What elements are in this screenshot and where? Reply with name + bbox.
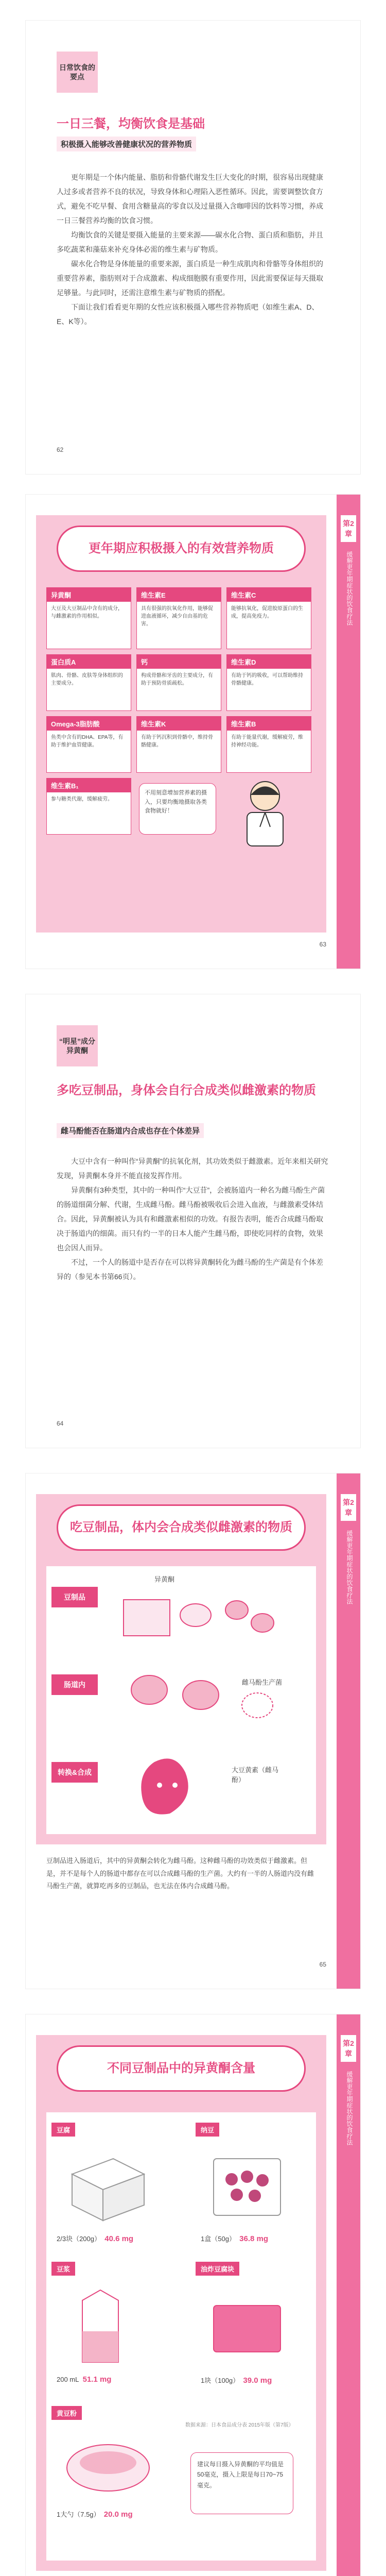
data-source: 数据来源：日本食品成分表 2015年版（第7版） xyxy=(185,2422,294,2428)
nutrient-card xyxy=(46,716,131,773)
nutrient-desc: 有助于钙沉积到骨骼中，维持骨骼健康。 xyxy=(141,735,213,748)
page-number: 64 xyxy=(57,1420,64,1427)
chapter-tab: 第2章 xyxy=(341,515,356,542)
nutrient-name: 维生素B₁ xyxy=(47,778,131,792)
nutrient-name: 维生素D xyxy=(227,655,311,669)
nutrient-card xyxy=(226,716,311,773)
nutrient-card xyxy=(136,716,221,773)
page-number: 65 xyxy=(319,1961,326,1968)
serving-size: 200 mL xyxy=(57,2376,79,2383)
serving-size: 1大勺（7.5g） xyxy=(57,2511,100,2518)
advice-bubble: 不用刻意增加营养素的摄入，只要均衡地摄取各类食物就好！ xyxy=(139,783,216,835)
paragraph: 均衡饮食的关键是要摄入能量的主要来源——碳水化合物、蛋白质和脂肪，并且多吃蔬菜和藻菇来补充身体必需的维生素与矿物质。 xyxy=(57,231,323,253)
nutrient-card xyxy=(226,654,311,711)
nutrient-desc: 鱼类中含有的DHA、EPA等，有助于维护血管健康。 xyxy=(51,735,124,748)
nutrient-name: 维生素B xyxy=(227,717,311,731)
nutrient-desc: 大豆及大豆制品中含有的成分，与雌激素的作用相似。 xyxy=(51,606,123,619)
paragraph: 更年期是一个体内能量、脂肪和骨骼代谢发生巨大变化的时期，很容易出现健康人过多或者营养不良的状况，导致身体和心理陷入恶性循环。因此，需要调整饮食方式，避免不吃早餐、食用含糖量高的零食以及过量摄入含咖啡因的饮料等习惯，养成一日三餐营养均衡的饮食习惯。 xyxy=(57,173,323,225)
section-tag: “明星”成分 异黄酮 xyxy=(57,1025,98,1066)
nutrient-desc: 具有很强的抗氧化作用，能够促进血液循环，减少自由基的危害。 xyxy=(141,606,213,627)
page-66 xyxy=(26,2014,360,2576)
intake-tip: 建议每日摄入异黄酮的平均值是50毫克，摄入上限是每日70~75毫克。 xyxy=(190,2452,293,2514)
nutrient-name: 蛋白质A xyxy=(47,655,131,669)
isoflavone-value: 51.1 mg xyxy=(82,2375,112,2384)
food-name: 油炸豆腐块 xyxy=(196,2262,239,2276)
nutrient-name: 维生素C xyxy=(227,588,311,602)
page-subheading: 积极摄入能够改善健康状况的营养物质 xyxy=(57,137,196,151)
page-number: 62 xyxy=(57,446,64,453)
food-name: 豆腐 xyxy=(51,2123,75,2137)
doctor-illustration xyxy=(232,775,299,848)
fried-tofu-illustration xyxy=(206,2290,288,2362)
chapter-tab: 第2章 xyxy=(341,1494,356,1521)
food-amount xyxy=(57,2509,133,2519)
isoflavone-value: 36.8 mg xyxy=(239,2234,269,2243)
page-heading: 一日三餐，均衡饮食是基础 xyxy=(57,117,205,131)
section-tag: 日常饮食的要点 xyxy=(57,52,98,93)
infographic-title: 不同豆制品中的异黄酮含量 xyxy=(57,2045,306,2092)
diagram-caption: 豆制品进入肠道后，其中的异黄酮会转化为雌马酚。这种雌马酚的功效类似于雌激素。但是，并不是每个人的肠道中都存在可以合成雌马酚的生产菌。大约有一半的人肠道内没有雌马酚生产菌，就算吃再多的豆制品，也无法在体内合成雌马酚。 xyxy=(46,1857,314,1890)
paragraph: 大豆中含有一种叫作“异黄酮”的抗氧化剂，其功效类似于雌激素。近年来相关研究发现，异黄酮本身并不能直接发挥作用。 xyxy=(57,1157,328,1180)
page-64 xyxy=(26,994,360,1448)
food-name: 豆浆 xyxy=(51,2262,75,2276)
soymilk-illustration xyxy=(72,2285,129,2367)
isoflavone-value: 39.0 mg xyxy=(243,2376,272,2385)
paragraph: 不过，一个人的肠道中是否存在可以将异黄酮转化为雌马酚的生产菌是有个体差异的（参见本书第66页）。 xyxy=(57,1258,323,1281)
infographic-title: 吃豆制品，体内会合成类似雌激素的物质 xyxy=(57,1504,306,1551)
page-number: 63 xyxy=(319,941,326,948)
paragraph: 下面让我们看看更年期的女性应该积极摄入哪些营养物质吧（如维生素A、D、E、K等）。 xyxy=(57,303,319,326)
isoflavone-label: 异黄酮 xyxy=(154,1575,175,1583)
flow-label: 转换&合成 xyxy=(51,1762,98,1783)
food-amount xyxy=(57,2375,111,2384)
bacteria-label: 雌马酚生产菌 xyxy=(242,1679,283,1686)
flow-label: 豆制品 xyxy=(51,1587,98,1607)
food-amount xyxy=(57,2233,133,2243)
nutrient-desc: 构成骨骼和牙齿的主要成分，有助于预防骨质疏松。 xyxy=(141,673,213,686)
nutrient-card xyxy=(226,587,311,649)
nutrient-card xyxy=(46,654,131,711)
nutrient-name: 钙 xyxy=(137,655,221,669)
nutrient-desc: 参与糖类代谢，缓解疲劳。 xyxy=(51,796,113,802)
page-65 xyxy=(26,1473,360,1989)
paragraph: 碳水化合物是身体能量的重要来源，蛋白质是一种生成肌肉和骨骼等身体组织的重要营养素，脂肪则对于合成激素、构成细胞膜有重要作用，因此需要保证每天摄取足够量。与此同时，还需注意维生素与矿物质的搭配。 xyxy=(57,260,323,297)
chapter-side-text: 缓解更年期症状的饮食疗法 xyxy=(346,1530,353,1604)
food-name: 纳豆 xyxy=(196,2123,219,2137)
natto-illustration xyxy=(206,2148,288,2226)
nutrient-card xyxy=(136,654,221,711)
nutrient-name: 维生素K xyxy=(137,717,221,731)
food-amount xyxy=(201,2375,272,2385)
nutrient-desc: 能够抗氧化，促进胶原蛋白的生成，提高免疫力。 xyxy=(231,606,303,619)
infographic-title: 更年期应积极摄入的有效营养物质 xyxy=(57,526,306,572)
paragraph: 异黄酮有3种类型，其中的一种叫作“大豆苷”，会被肠道内一种名为雌马酚生产菌的肠道细菌分解、代谢，生成雌马酚。雌马酚被吸收后会进入血液，与雌激素受体结合。因此，异黄酮被认为具有和雌激素相似的功效。有报告表明，能否合成雌马酚取决于肠道内的细菌。而只有约一半的日本人能产生雌马酚，即使吃同样的食物，效果也会因人而异。 xyxy=(57,1186,325,1252)
page-subheading: 雌马酚能否在肠道内合成也存在个体差异 xyxy=(57,1123,204,1138)
equol-label: 大豆黄素（雌马酚） xyxy=(232,1766,279,1784)
nutrient-desc: 有助于能量代谢，缓解疲劳，维持神经功能。 xyxy=(231,735,303,748)
isoflavone-value: 40.6 mg xyxy=(104,2234,134,2243)
serving-size: 2/3块（200g） xyxy=(57,2235,101,2243)
nutrient-card xyxy=(46,587,131,649)
chapter-side-text: 缓解更年期症状的饮食疗法 xyxy=(346,2071,353,2145)
nutrient-card xyxy=(136,587,221,649)
chapter-tab: 第2章 xyxy=(341,2035,356,2062)
page-62 xyxy=(26,21,360,474)
equol-illustration xyxy=(124,1752,226,1824)
serving-size: 1块（100g） xyxy=(201,2377,240,2384)
soy-food-illustration xyxy=(113,1584,283,1646)
nutrient-card xyxy=(46,778,131,835)
chapter-side-text: 缓解更年期症状的饮食疗法 xyxy=(346,551,353,625)
page-heading: 多吃豆制品，身体会自行合成类似雌激素的物质 xyxy=(57,1083,316,1097)
page-63 xyxy=(26,495,360,969)
intestine-bacteria-illustration xyxy=(113,1659,283,1726)
isoflavone-value: 20.0 mg xyxy=(103,2510,133,2519)
food-amount xyxy=(201,2233,268,2243)
nutrient-name: Omega-3脂肪酸 xyxy=(47,717,131,731)
nutrient-desc: 有助于钙的吸收，可以帮助维持骨骼健康。 xyxy=(231,673,303,686)
serving-size: 1盒（50g） xyxy=(201,2235,236,2243)
flow-label: 肠道内 xyxy=(51,1674,98,1695)
nutrient-name: 维生素E xyxy=(137,588,221,602)
nutrient-desc: 肌肉、骨骼、皮肤等身体组织的主要成分。 xyxy=(51,673,123,686)
food-name: 黄豆粉 xyxy=(51,2406,82,2420)
soybean-flour-illustration xyxy=(62,2432,154,2499)
tofu-illustration xyxy=(62,2148,149,2226)
nutrient-name: 异黄酮 xyxy=(47,588,131,602)
